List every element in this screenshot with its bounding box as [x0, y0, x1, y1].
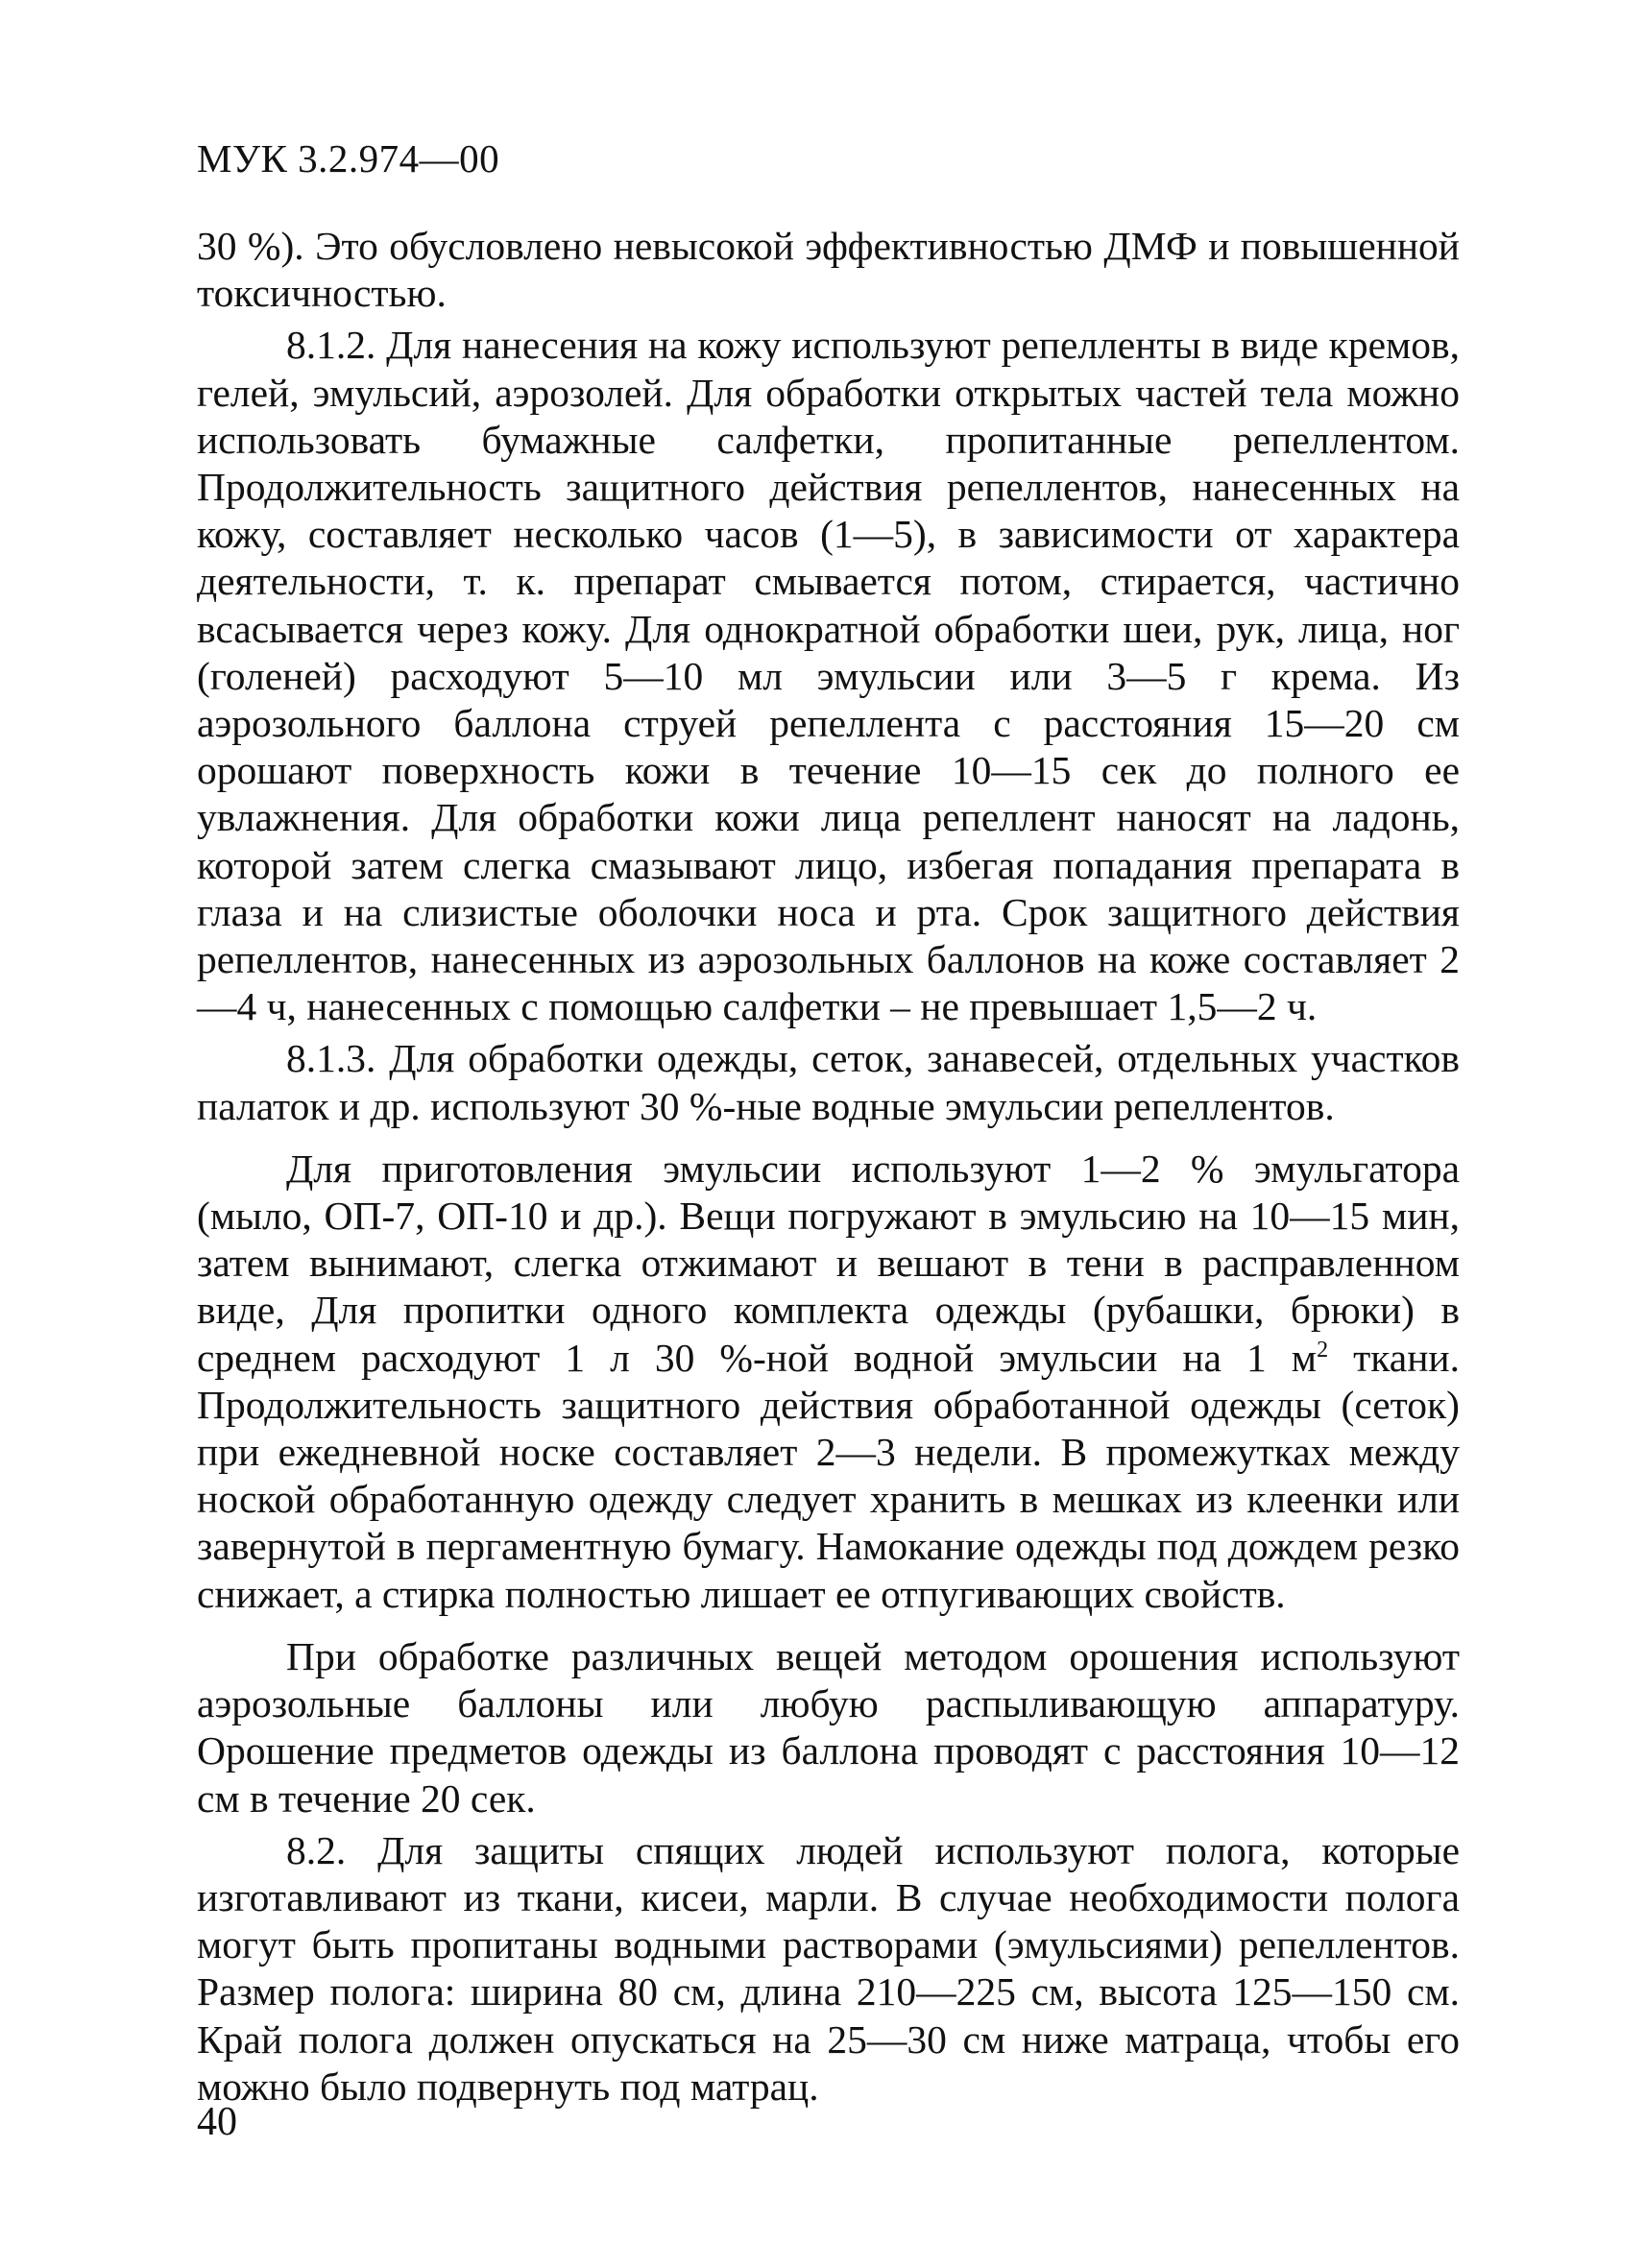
- paragraph-continuation: 30 %). Это обусловлено невысокой эффективностью ДМФ и повышенной токсичностью.: [197, 224, 1460, 316]
- paragraph-8-2: 8.2. Для защиты спящих людей используют полога, которые изготавливают из ткани, кисеи, марли. В случае необходимости полога могут быть пропитаны водными растворами (эмульсиями) репеллентов. Размер полога: ширина 80 см, длина 210—225 см, высота 125—150 см. Край полога должен опускаться на 25—30 см ниже матраца, чтобы его можно было подвернуть под матрац.: [197, 1827, 1460, 2109]
- page-number: 40: [197, 2100, 237, 2144]
- paragraph-8-1-2: 8.1.2. Для нанесения на кожу используют репелленты в виде кремов, гелей, эмульсий, аэрозолей. Для обработки открытых частей тела можно использовать бумажные салфетки, пропитанные репеллентом. Продолжительность защитного действия репеллентов, нанесенных на кожу, составляет несколько часов (1—5), в зависимости от характера деятельности, т. к. препарат смывается потом, стирается, частично всасывается через кожу. Для однократной обработки шеи, рук, лица, ног (голеней) расходуют 5—10 мл эмульсии или 3—5 г крема. Из аэрозольного баллона струей репеллента с расстояния 15—20 см орошают поверхность кожи в течение 10—15 сек до полного ее увлажнения. Для обработки кожи лица репеллент наносят на ладонь, которой затем слегка смазывают лицо, избегая попадания препарата в глаза и на слизистые оболочки носа и рта. Срок защитного действия репеллентов, нанесенных из аэрозольных баллонов на коже составляет 2—4 ч, нанесенных с помощью салфетки – не превышает 1,5—2 ч.: [197, 323, 1460, 1029]
- emulsion-text-part-2: ткани. Продолжительность защитного действия обработанной одежды (сеток) при ежедневной носке составляет 2—3 недели. В промежутках между ноской обработанную одежду следует хранить в мешках из клеенки или завернутой в пергаментную бумагу. Намокание одежды под дождем резко снижает, а стирка полностью лишает ее отпугивающих свойств.: [197, 1335, 1460, 1616]
- paragraph-aerosol-spraying: При обработке различных вещей методом орошения используют аэрозольные баллоны или любую распыливающую аппаратуру. Орошение предметов одежды из баллона проводят с расстояния 10—12 см в течение 20 сек.: [197, 1633, 1460, 1821]
- document-code-header: МУК 3.2.974—00: [197, 136, 500, 181]
- emulsion-text-part-1: Для приготовления эмульсии используют 1—2 % эмульгатора (мыло, ОП-7, ОП-10 и др.). Вещи погружают в эмульсию на 10—15 мин, затем вынимают, слегка отжимают и вешают в тени в расправленном виде, Для пропитки одного комплекта одежды (рубашки, брюки) в среднем расходуют 1 л 30 %-ной водной эмульсии на 1 м: [197, 1146, 1460, 1380]
- body-text: [197, 223, 1460, 2111]
- superscript-squared: 2: [1317, 1337, 1329, 1363]
- paragraph-8-1-3: 8.1.3. Для обработки одежды, сеток, занавесей, отдельных участков палаток и др. используют 30 %-ные водные эмульсии репеллентов.: [197, 1036, 1460, 1128]
- paragraph-emulsion-preparation: [197, 1146, 1460, 1618]
